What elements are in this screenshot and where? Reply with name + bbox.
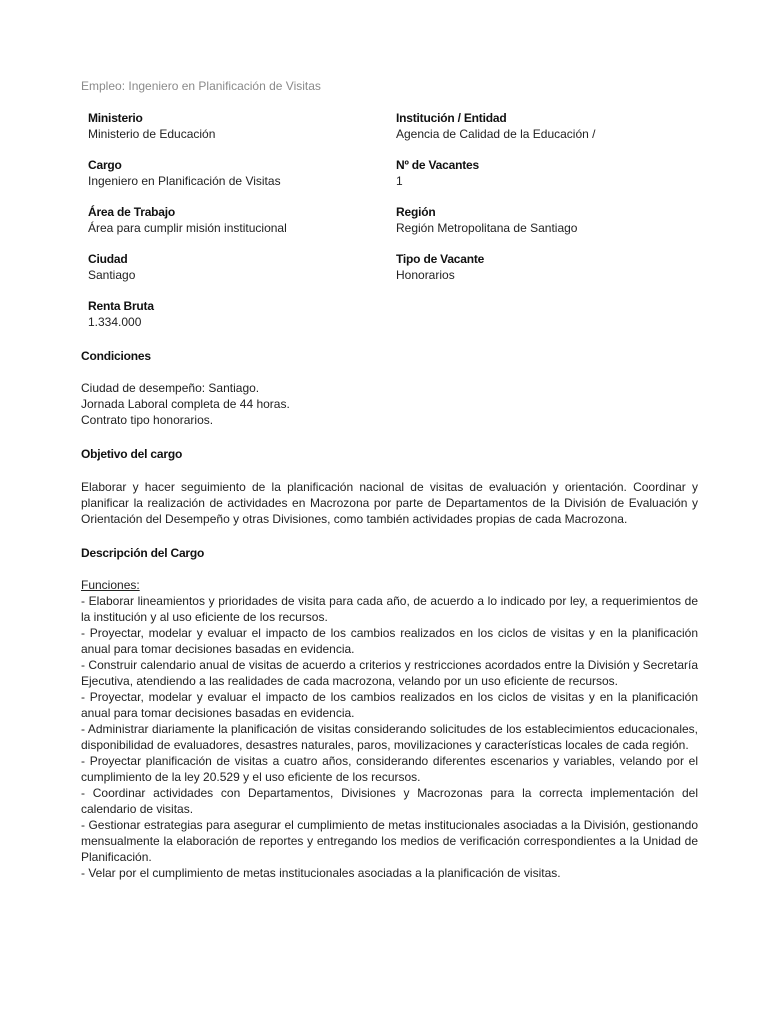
field-label: Ciudad bbox=[88, 252, 128, 266]
field-value: Agencia de Calidad de la Educación / bbox=[396, 127, 596, 141]
funcion-item: - Proyectar, modelar y evaluar el impacto de los cambios realizados en los ciclos de visitas y en la planificación anual para tomar decisiones basadas en evidencia. bbox=[81, 690, 698, 720]
field-institucion bbox=[396, 110, 595, 142]
field-label: Nº de Vacantes bbox=[396, 158, 479, 172]
funcion-item: - Velar por el cumplimiento de metas institucionales asociadas a la planificación de visitas. bbox=[81, 866, 561, 880]
descripcion-text bbox=[81, 577, 698, 881]
field-ministerio bbox=[88, 110, 215, 142]
field-vacantes bbox=[396, 157, 479, 189]
section-title-condiciones: Condiciones bbox=[81, 349, 151, 363]
field-label: Tipo de Vacante bbox=[396, 252, 485, 266]
objetivo-text: Elaborar y hacer seguimiento de la planificación nacional de visitas de evaluación y orientación. Coordinar y planificar la realización de actividades en Macrozona por parte de Departamentos de la División de Evaluación y Orientación del Desempeño y otras Divisiones, como también actividades propias de cada Macrozona. bbox=[81, 480, 698, 526]
funcion-item: - Proyectar, modelar y evaluar el impacto de los cambios realizados en los ciclos de visitas y en la planificación anual para tomar decisiones basadas en evidencia. bbox=[81, 626, 698, 656]
funcion-item: - Coordinar actividades con Departamentos, Divisiones y Macrozonas para la correcta implementación del calendario de visitas. bbox=[81, 786, 698, 816]
field-label: Institución / Entidad bbox=[396, 111, 507, 125]
condicion-line: Jornada Laboral completa de 44 horas. bbox=[81, 397, 290, 411]
field-value: 1 bbox=[396, 174, 403, 188]
field-label: Región bbox=[396, 205, 436, 219]
condicion-line: Ciudad de desempeño: Santiago. bbox=[81, 381, 260, 395]
field-cargo bbox=[88, 157, 281, 189]
field-value: Ministerio de Educación bbox=[88, 127, 216, 141]
funcion-item: - Administrar diariamente la planificación de visitas considerando solicitudes de los establecimientos educacionales, disponibilidad de evaluadores, desastres naturales, paros, movilizaciones y características locales de cada región. bbox=[81, 722, 698, 752]
section-title-objetivo: Objetivo del cargo bbox=[81, 447, 183, 461]
field-value: Región Metropolitana de Santiago bbox=[396, 221, 578, 235]
field-value: Ingeniero en Planificación de Visitas bbox=[88, 174, 281, 188]
field-renta bbox=[88, 298, 154, 330]
field-value: 1.334.000 bbox=[88, 315, 142, 329]
field-region bbox=[396, 204, 577, 236]
field-ciudad bbox=[88, 251, 135, 283]
funciones-label: Funciones: bbox=[81, 578, 140, 592]
funcion-item: - Proyectar planificación de visitas a cuatro años, considerando diferentes escenarios y variables, velando por el cumplimiento de la ley 20.529 y el uso eficiente de los recursos. bbox=[81, 754, 698, 784]
field-label: Cargo bbox=[88, 158, 122, 172]
page-title: Empleo: Ingeniero en Planificación de Visitas bbox=[81, 79, 321, 93]
field-value: Honorarios bbox=[396, 268, 455, 282]
condicion-line: Contrato tipo honorarios. bbox=[81, 413, 214, 427]
field-label: Área de Trabajo bbox=[88, 205, 176, 219]
field-tipo-vacante bbox=[396, 251, 484, 283]
field-value: Área para cumplir misión institucional bbox=[88, 221, 287, 235]
field-label: Renta Bruta bbox=[88, 299, 154, 313]
condiciones-text bbox=[81, 380, 698, 428]
field-area bbox=[88, 204, 287, 236]
funcion-item: - Elaborar lineamientos y prioridades de visita para cada año, de acuerdo a lo indicado por ley, a requerimientos de la institución y al uso eficiente de los recursos. bbox=[81, 594, 698, 624]
funcion-item: - Gestionar estrategias para asegurar el cumplimiento de metas institucionales asociadas a la División, gestionando mensualmente la elaboración de reportes y entregando los medios de verificación correspondientes a la Unidad de Planificación. bbox=[81, 818, 698, 864]
field-label: Ministerio bbox=[88, 111, 143, 125]
funcion-item: - Construir calendario anual de visitas de acuerdo a criterios y restricciones acordados entre la División y Secretaría Ejecutiva, atendiendo a las realidades de cada macrozona, velando por un uso eficiente de recursos. bbox=[81, 658, 698, 688]
section-title-descripcion: Descripción del Cargo bbox=[81, 546, 205, 560]
field-value: Santiago bbox=[88, 268, 136, 282]
